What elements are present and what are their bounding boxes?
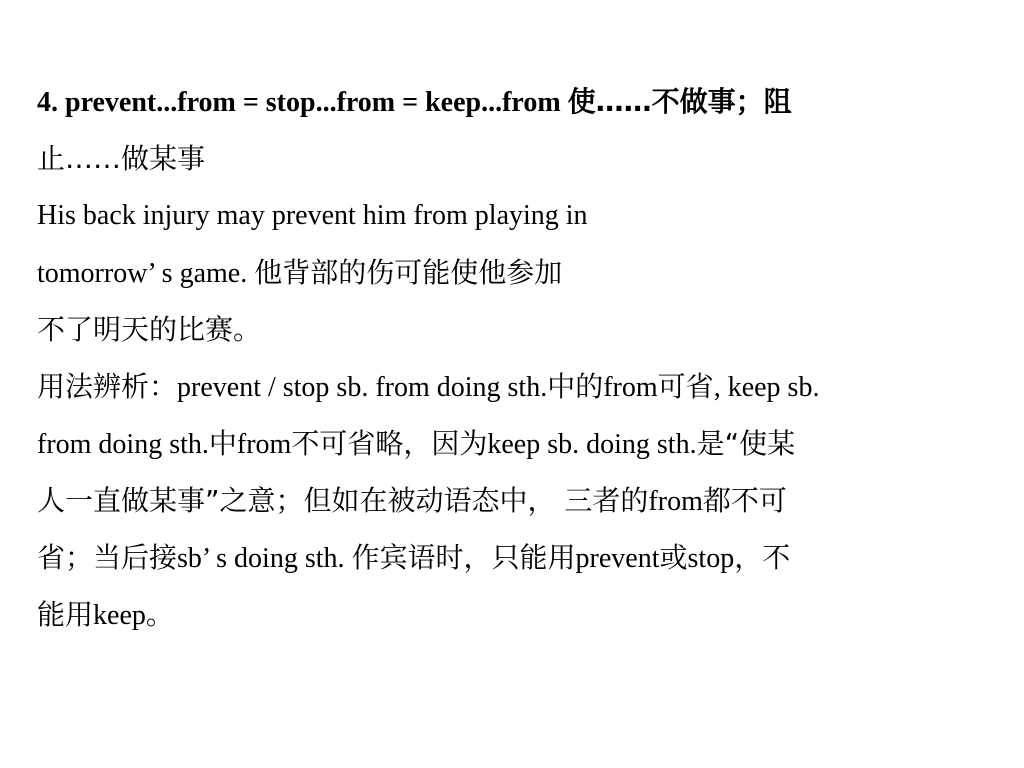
analysis-text: keep: [93, 600, 146, 631]
analysis-line-2: [37, 415, 997, 472]
example-english-1: His back injury may prevent him from playing in: [37, 200, 588, 231]
example-line-2: [37, 244, 997, 301]
example-chinese-2: 不了明天的比赛。: [37, 313, 262, 346]
analysis-text: sb’ s doing sth.: [177, 543, 352, 574]
heading-chinese-continued: 止……做某事: [37, 142, 206, 175]
slide-body: [37, 73, 997, 643]
analysis-text: keep sb. doing sth.: [487, 429, 697, 460]
analysis-text: 。: [145, 598, 174, 631]
analysis-line-4: [37, 529, 997, 586]
analysis-text: 都不可: [702, 484, 787, 517]
analysis-text: 人一直做某事”之意；但如在被动语态中， 三者的: [37, 484, 649, 517]
example-line-3: [37, 301, 997, 358]
analysis-text: 能用: [37, 598, 94, 631]
analysis-text: 或: [659, 541, 688, 574]
analysis-text: stop: [687, 543, 735, 574]
analysis-text: prevent / stop sb. from doing sth.: [177, 372, 548, 403]
analysis-text: from: [648, 486, 703, 517]
example-english-2: tomorrow’ s game.: [37, 258, 255, 289]
analysis-label: 用法辨析：: [37, 370, 178, 403]
heading-line-2: [37, 130, 997, 187]
example-chinese-1: 他背部的伤可能使他参加: [254, 256, 563, 289]
heading-line-1: [37, 73, 997, 130]
analysis-text: ，不: [734, 541, 791, 574]
analysis-text: 可省: [657, 370, 714, 403]
analysis-text: prevent: [575, 543, 660, 574]
example-line-1: [37, 187, 997, 244]
analysis-text: from doing sth.: [37, 429, 209, 460]
analysis-text: from: [236, 429, 292, 460]
analysis-line-3: [37, 472, 997, 529]
analysis-text: 不可省略，因为: [291, 427, 488, 460]
heading-english: 4. prevent...from = stop...from = keep...from: [37, 87, 568, 118]
analysis-line-1: [37, 358, 997, 415]
heading-chinese: 使……不做事；阻: [567, 85, 792, 118]
analysis-text: , keep sb.: [713, 372, 820, 403]
analysis-text: 是“使某: [696, 427, 796, 460]
analysis-text: from: [603, 372, 658, 403]
analysis-text: 作宾语时，只能用: [351, 541, 576, 574]
analysis-text: 中: [208, 427, 237, 460]
analysis-text: 中的: [547, 370, 604, 403]
analysis-text: 省；当后接: [37, 541, 178, 574]
analysis-line-5: [37, 586, 997, 643]
